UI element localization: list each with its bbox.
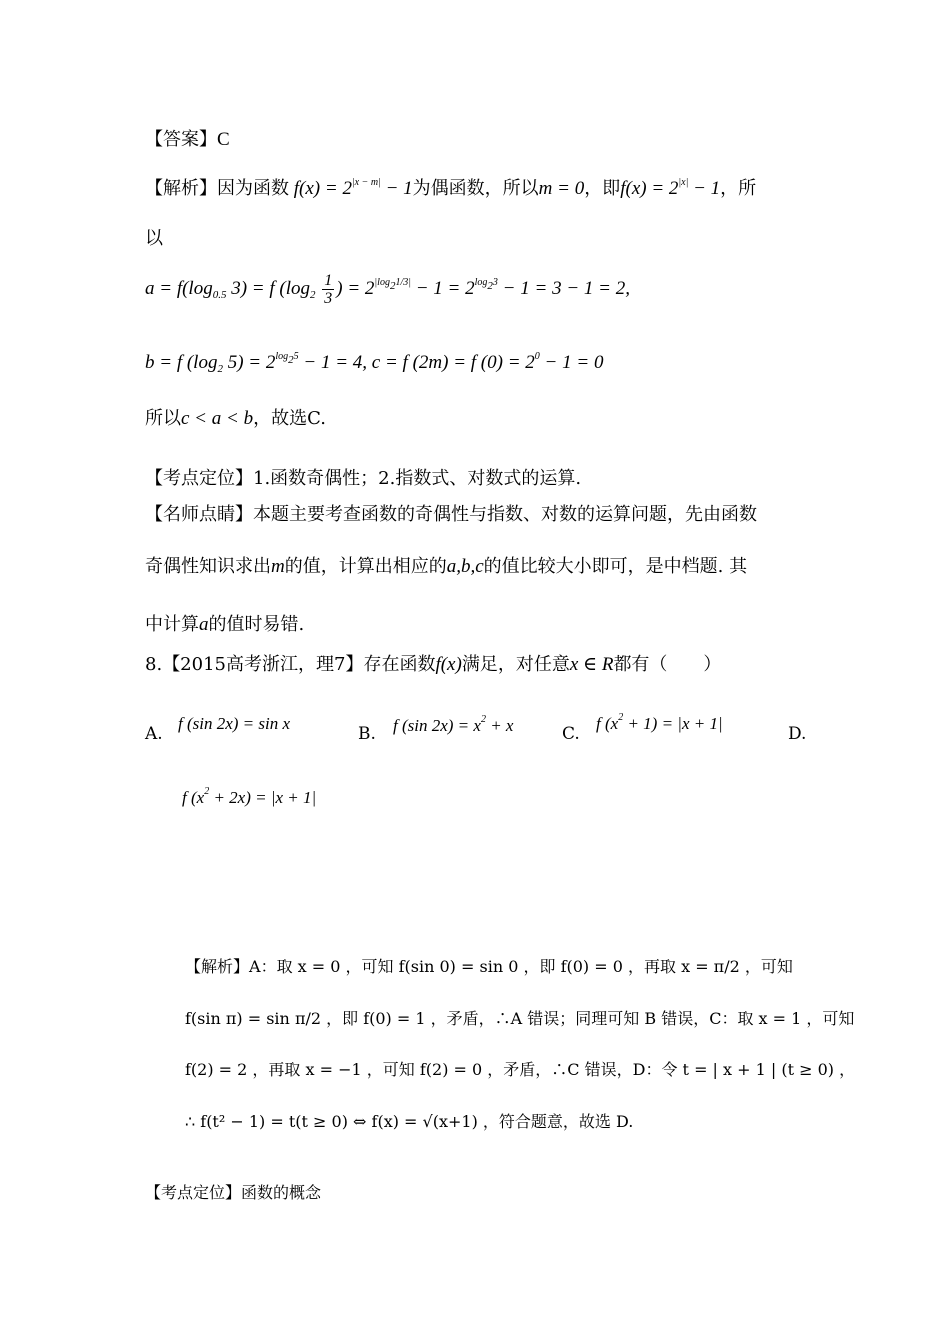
conclusion-text-1: 所以 <box>145 408 181 429</box>
analysis-line-1 <box>145 170 756 202</box>
analysis-line-2 <box>145 226 163 252</box>
equation-fx-abs: $f(x) = 2^{|x|} - 1$ <box>620 177 721 199</box>
option-c-label: C. <box>562 724 580 744</box>
analysis-label: 【解析】 <box>145 178 217 199</box>
option-a-label: A. <box>145 724 163 744</box>
mingshi-var-a: a <box>199 614 209 635</box>
analysis-text-5: 以 <box>145 228 163 249</box>
option-a-equation: f (sin 2x) = sin x <box>178 714 291 733</box>
kaodian-line-1 <box>145 466 581 492</box>
mingshi-line-2 <box>145 554 747 580</box>
kaodian-line-2 <box>145 1180 321 1206</box>
answer-value: C <box>217 129 230 150</box>
analysis2-line-3 <box>185 1057 855 1083</box>
analysis2-line-4 <box>185 1109 633 1135</box>
calc-a-line: $a = f(\log_{0.5}$ 3) = f ($\log_2$ $\frac{1}{3}$ ) = $2^{|log_21/3|} - 1 = 2^{log_23} - 1 = 3 - 1 = 2$, <box>145 272 630 308</box>
mingshi-text-2a: 奇偶性知识求出 <box>145 556 271 577</box>
question-text-2: 满足，对任意 <box>461 654 570 675</box>
question-fx: f(x) <box>435 654 462 675</box>
analysis-text-1: 因为函数 <box>217 178 289 199</box>
analysis2-text-2: f(sin π) = sin π/2 ，即 f(0) = 1 ，矛盾，∴A 错误；同理可知 B 错误，C：取 x = 1 ，可知 <box>185 1009 855 1028</box>
mingshi-text-2c: 的值比较大小即可，是中档题. 其 <box>483 556 748 577</box>
mingshi-line-1 <box>145 502 757 528</box>
option-d-label: D. <box>788 724 807 744</box>
option-d-equation: f $(x^2 + 2x) = |x + 1|$ <box>182 786 317 807</box>
kaodian2-text: 函数的概念 <box>241 1183 322 1202</box>
mingshi-text-3b: 的值时易错. <box>208 614 305 635</box>
mingshi-line-3 <box>145 612 304 638</box>
kaodian2-label: 【考点定位】 <box>145 1183 242 1202</box>
analysis2-label: 【解析】 <box>185 957 250 976</box>
mingshi-text-2b: 的值，计算出相应的 <box>284 556 447 577</box>
question-domain: x ∈ R <box>569 654 614 675</box>
question-text-1: 存在函数 <box>363 654 436 675</box>
answer-label: 【答案】 <box>145 129 217 150</box>
conclusion-equation: c < a < b <box>181 408 254 429</box>
mingshi-text-3a: 中计算 <box>145 614 199 635</box>
option-b-equation: f (sin $2x) = x^2 + x$ <box>393 714 514 735</box>
answer-line <box>145 127 230 153</box>
analysis2-text-4: ∴ f(t² − 1) = t(t ≥ 0) ⇔ f(x) = √(x+1) ，符合题意，故选 D. <box>185 1112 634 1131</box>
mingshi-text-1: 本题主要考查函数的奇偶性与指数、对数的运算问题，先由函数 <box>253 504 757 525</box>
equation-m-zero: m = 0 <box>538 178 585 199</box>
calc-b-line: b = f ($\log_2$ $5) = 2^{log_25} - 1 = 4$, c = f (2m) = f $(0) = 2^0 - 1 = 0$ <box>145 351 604 375</box>
question-source: 【2015高考浙江，理7】 <box>162 654 364 675</box>
analysis-text-3: ，即 <box>584 178 621 199</box>
analysis-text-4: ，所 <box>720 178 757 199</box>
analysis2-text-1: A：取 x = 0 ，可知 f(sin 0) = sin 0 ，即 f(0) = 0 ，再取 x = π/2 ，可知 <box>249 957 793 976</box>
kaodian-text: 1.函数奇偶性；2.指数式、对数式的运算. <box>253 468 582 489</box>
question-number: 8. <box>145 654 163 675</box>
analysis2-line-2 <box>185 1006 854 1032</box>
kaodian-label: 【考点定位】 <box>145 468 253 489</box>
conclusion-line <box>145 406 326 432</box>
mingshi-label: 【名师点睛】 <box>145 504 253 525</box>
analysis2-text-3: f(2) = 2 ，再取 x = −1 ，可知 f(2) = 0 ，矛盾，∴C 错误，D：令 t = | x + 1 | (t ≥ 0) ， <box>185 1060 856 1079</box>
option-c-equation: f $(x^2 + 1) = |x + 1|$ <box>596 712 723 733</box>
mingshi-var-abc: a,b,c <box>446 556 484 577</box>
question-8-line <box>145 652 721 678</box>
mingshi-var-m: m <box>271 556 285 577</box>
equation-fx-even: $f(x) = 2^{|x - m|} - 1$ <box>293 177 413 199</box>
question-text-3: 都有（ ） <box>613 654 722 675</box>
analysis-text-2: 为偶函数，所以 <box>412 178 539 199</box>
option-b-label: B. <box>358 724 376 744</box>
analysis2-line-1 <box>185 954 793 980</box>
conclusion-text-2: ，故选C. <box>253 408 326 429</box>
